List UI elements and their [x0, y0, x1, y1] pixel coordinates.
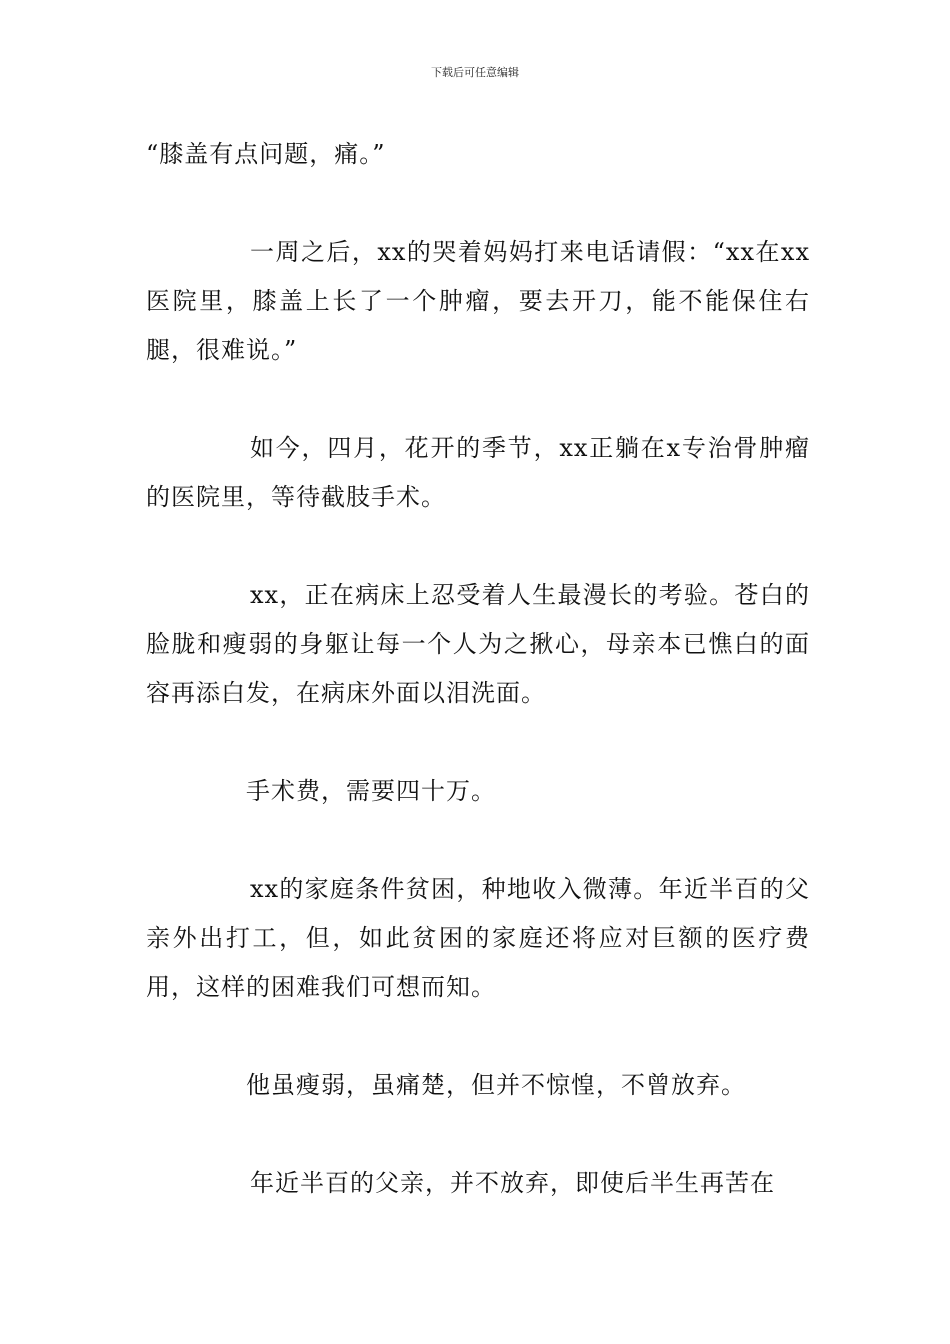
paragraph-8: 年近半百的父亲，并不放弃，即使后半生再苦在: [250, 1169, 775, 1197]
document-body: [146, 130, 810, 1208]
paragraph-4: xx，正在病床上忍受着人生最漫长的考验。苍白的脸胧和瘦弱的身躯让每一个人为之揪心，母亲本已憔白的面容再添白发，在病床外面以泪洗面。: [146, 581, 810, 707]
paragraph-2: 一周之后，xx的哭着妈妈打来电话请假：“xx在xx医院里，膝盖上长了一个肿瘤，要去开刀，能不能保住右腿，很难说。”: [146, 238, 810, 364]
paragraph-3: 如今，四月，花开的季节，xx正躺在x专治骨肿瘤的医院里，等待截肢手术。: [146, 434, 810, 511]
paragraph-7: 他虽瘦弱，虽痛楚，但并不惊惶，不曾放弃。: [246, 1071, 746, 1099]
paragraph-1: “膝盖有点问题，痛。”: [146, 140, 386, 168]
paragraph-6: xx的家庭条件贫困，种地收入微薄。年近半百的父亲外出打工，但，如此贫困的家庭还将应对巨额的医疗费用，这样的困难我们可想而知。: [146, 875, 810, 1001]
page-header: 下载后可任意编辑: [431, 66, 519, 79]
paragraph-5: 手术费，需要四十万。: [246, 777, 496, 805]
